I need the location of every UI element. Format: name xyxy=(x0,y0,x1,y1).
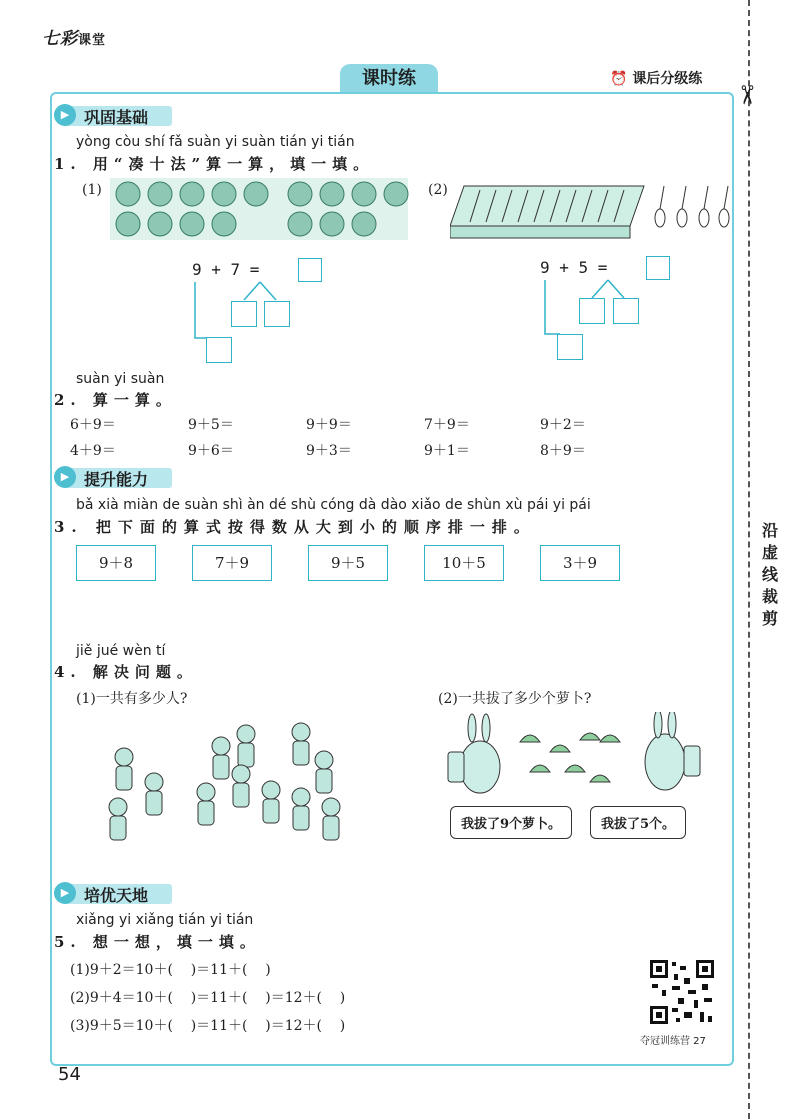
q2-pinyin: suàn yi suàn xyxy=(76,371,165,387)
scissors-icon: ✂ xyxy=(730,84,761,106)
alarm-clock-icon: ⏰ xyxy=(610,71,628,87)
cut-line xyxy=(748,0,750,1119)
q4-part1-question: (1)一共有多少人? xyxy=(76,691,188,707)
answer-box[interactable] xyxy=(264,301,290,327)
q1-equation-1: 9 + 7 = xyxy=(192,260,260,279)
fill-line: (1)9＋2＝10＋( )＝11＋( ) xyxy=(70,962,271,978)
calc-item: 4＋9＝ xyxy=(70,443,116,459)
answer-box[interactable] xyxy=(231,301,257,327)
page-title: 课时练 xyxy=(340,64,438,94)
q1-part1-label: (1) xyxy=(82,182,102,198)
calc-item: 9＋1＝ xyxy=(424,443,470,459)
children-picture xyxy=(96,712,356,847)
calc-item: 9＋5＝ xyxy=(188,417,234,433)
calc-item: 9＋9＝ xyxy=(306,417,352,433)
calc-item: 9＋6＝ xyxy=(188,443,234,459)
level-label-text: 课后分级练 xyxy=(632,71,703,87)
expression-card: 9＋8 xyxy=(76,545,156,581)
calc-item: 7＋9＝ xyxy=(424,417,470,433)
calc-item: 6＋9＝ xyxy=(70,417,116,433)
speech-bubble-2: 我拔了5个。 xyxy=(590,806,686,839)
section-title: 培优天地 xyxy=(84,886,149,905)
answer-box[interactable] xyxy=(557,334,583,360)
qr-caption: 夺冠训练营 27 xyxy=(640,1036,706,1047)
section-header-advanced xyxy=(54,882,194,906)
flower-picture xyxy=(110,178,410,242)
answer-box[interactable] xyxy=(298,258,322,282)
calc-item: 9＋2＝ xyxy=(540,417,586,433)
q1-equation-2: 9 + 5 = xyxy=(540,258,608,277)
q4-pinyin: jiě jué wèn tí xyxy=(76,643,166,659)
section-title: 巩固基础 xyxy=(84,108,149,127)
q5-text: 5. 想一想，填一填。 xyxy=(54,933,261,951)
fill-line: (2)9＋4＝10＋( )＝11＋( )＝12＋( ) xyxy=(70,990,346,1006)
play-icon: ▶ xyxy=(54,104,76,126)
cut-guide-text: 沿虚线裁剪 xyxy=(762,521,779,628)
level-label xyxy=(610,68,702,88)
section-header-basics xyxy=(54,104,194,128)
answer-box[interactable] xyxy=(579,298,605,324)
speech-bubble-1: 我拔了9个萝卜。 xyxy=(450,806,572,839)
brand-sub: 课堂 xyxy=(78,33,107,48)
expression-card: 3＋9 xyxy=(540,545,620,581)
q4-part2-question: (2)一共拔了多少个萝卜? xyxy=(438,691,592,707)
q3-pinyin: bǎ xià miàn de suàn shì àn dé shù cóng dà dào xiǎo de shùn xù pái yi pái xyxy=(76,497,591,513)
q1-part2-label: (2) xyxy=(428,182,448,198)
play-icon: ▶ xyxy=(54,466,76,488)
calc-item: 9＋3＝ xyxy=(306,443,352,459)
qr-code-icon[interactable] xyxy=(648,958,716,1026)
expression-card: 9＋5 xyxy=(308,545,388,581)
answer-box[interactable] xyxy=(206,337,232,363)
calc-item: 8＋9＝ xyxy=(540,443,586,459)
answer-box[interactable] xyxy=(646,256,670,280)
answer-box[interactable] xyxy=(613,298,639,324)
spoon-picture xyxy=(450,178,735,242)
fill-line: (3)9＋5＝10＋( )＝11＋( )＝12＋( ) xyxy=(70,1018,346,1034)
q4-text: 4. 解决问题。 xyxy=(54,663,198,681)
q3-text: 3. 把下面的算式按得数从大到小的顺序排一排。 xyxy=(54,518,536,536)
expression-card: 10＋5 xyxy=(424,545,504,581)
brand-logo xyxy=(42,24,106,49)
rabbits-picture xyxy=(440,712,710,804)
q1-text: 1. 用“凑十法”算一算，填一填。 xyxy=(54,155,375,173)
expression-card: 7＋9 xyxy=(192,545,272,581)
q1-pinyin: yòng còu shí fǎ suàn yi suàn tián yi tián xyxy=(76,134,355,150)
section-title: 提升能力 xyxy=(84,470,149,489)
section-header-improve xyxy=(54,466,194,490)
brand-name: 七彩 xyxy=(42,29,78,49)
play-icon: ▶ xyxy=(54,882,76,904)
page-number: 54 xyxy=(58,1064,81,1085)
q5-pinyin: xiǎng yi xiǎng tián yi tián xyxy=(76,912,254,928)
q2-text: 2. 算一算。 xyxy=(54,391,177,409)
